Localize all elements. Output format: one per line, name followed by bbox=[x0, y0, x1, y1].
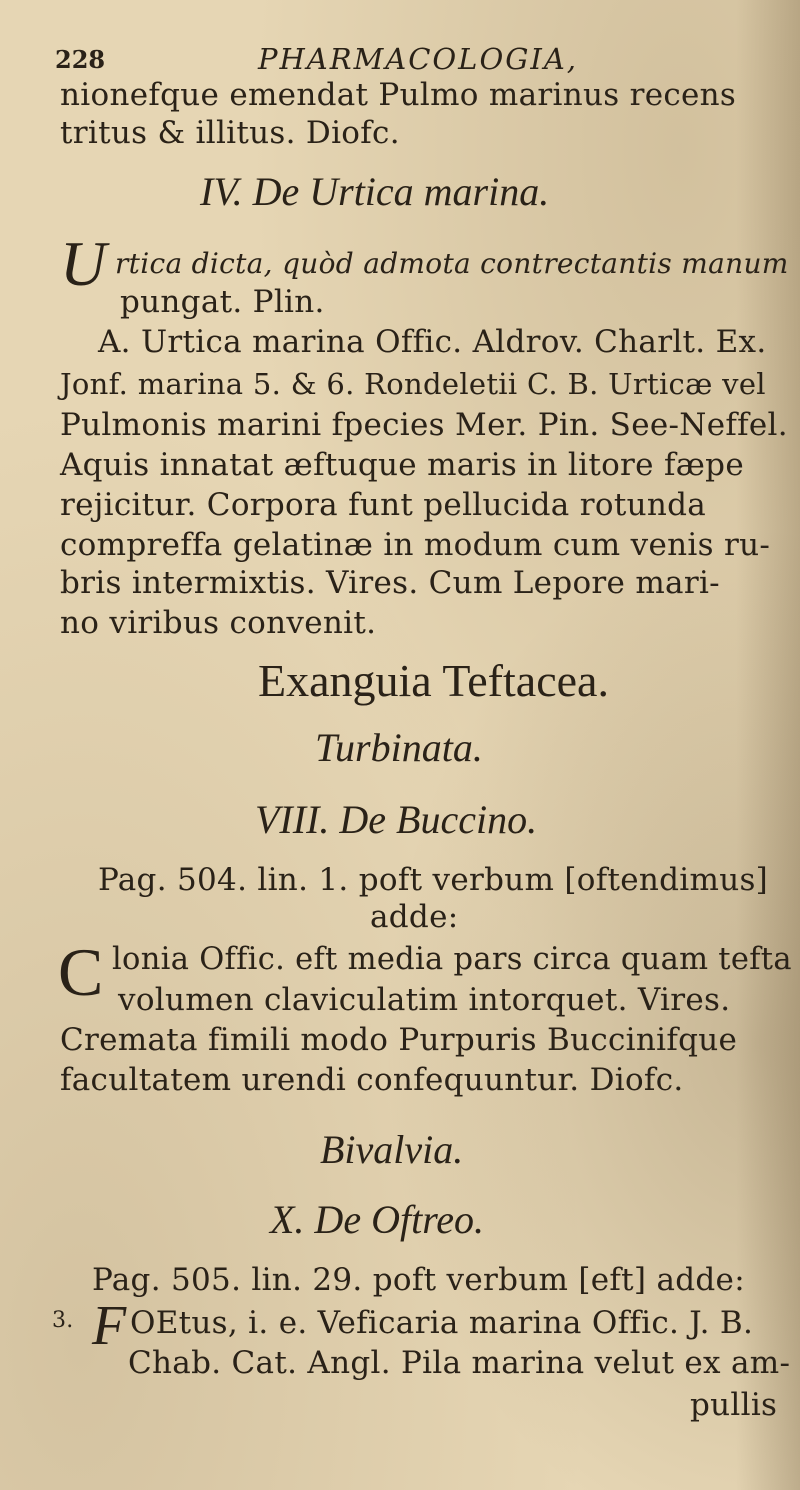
text-line: Pag. 505. lin. 29. poft verbum [eft] adde: bbox=[92, 1262, 745, 1298]
text-line: Pag. 504. lin. 1. poft verbum [oftendimus] bbox=[98, 862, 769, 898]
text-line: compreffa gelatinæ in modum cum venis ru- bbox=[60, 527, 771, 563]
section-heading: Exanguia Teftacea. bbox=[258, 655, 609, 706]
text-line: nionefque emendat Pulmo marinus recens bbox=[60, 77, 737, 113]
text-line: Aquis innatat æftuque maris in litore fæpe bbox=[60, 447, 744, 483]
text-line: rtica dicta, quòd admota contrectantis manum bbox=[115, 247, 789, 280]
drop-cap: U bbox=[60, 228, 107, 299]
text-line: volumen claviculatim intorquet. Vires. bbox=[118, 982, 731, 1018]
text-line: facultatem urendi confequuntur. Diofc. bbox=[60, 1062, 684, 1098]
text-line: Cremata fimili modo Purpuris Buccinifque bbox=[60, 1022, 738, 1058]
subsection-heading: Turbinata. bbox=[315, 725, 483, 770]
margin-number: 3. bbox=[52, 1308, 74, 1333]
text-line: Pulmonis marini fpecies Mer. Pin. See-Neffel. bbox=[60, 407, 788, 443]
drop-cap: F bbox=[92, 1295, 127, 1357]
text-line: tritus & illitus. Diofc. bbox=[60, 115, 400, 151]
text-line: Chab. Cat. Angl. Pila marina velut ex am- bbox=[128, 1345, 791, 1381]
section-heading: VIII. De Buccino. bbox=[255, 797, 538, 842]
text-line: lonia Offic. eft media pars circa quam tefta bbox=[112, 942, 792, 977]
text-line: OEtus, i. e. Veficaria marina Offic. J. B. bbox=[130, 1305, 754, 1341]
section-heading: IV. De Urtica marina. bbox=[200, 169, 550, 214]
page-number: 228 bbox=[55, 45, 106, 74]
text-line: Jonf. marina 5. & 6. Rondeletii C. B. Urticæ vel bbox=[60, 367, 766, 401]
text-line: pungat. Plin. bbox=[120, 284, 325, 320]
drop-cap: C bbox=[58, 934, 104, 1010]
text-line: adde: bbox=[370, 899, 459, 935]
section-heading: X. De Oftreo. bbox=[270, 1197, 485, 1242]
text-line: pullis bbox=[690, 1387, 778, 1423]
text-line: bris intermixtis. Vires. Cum Lepore mari- bbox=[60, 565, 720, 601]
text-line: rejicitur. Corpora funt pellucida rotunda bbox=[60, 487, 707, 523]
subsection-heading: Bivalvia. bbox=[320, 1127, 464, 1172]
text-line: A. Urtica marina Offic. Aldrov. Charlt. Ex. bbox=[98, 324, 767, 360]
running-title: PHARMACOLOGIA, bbox=[258, 42, 578, 76]
text-line: no viribus convenit. bbox=[60, 605, 377, 641]
